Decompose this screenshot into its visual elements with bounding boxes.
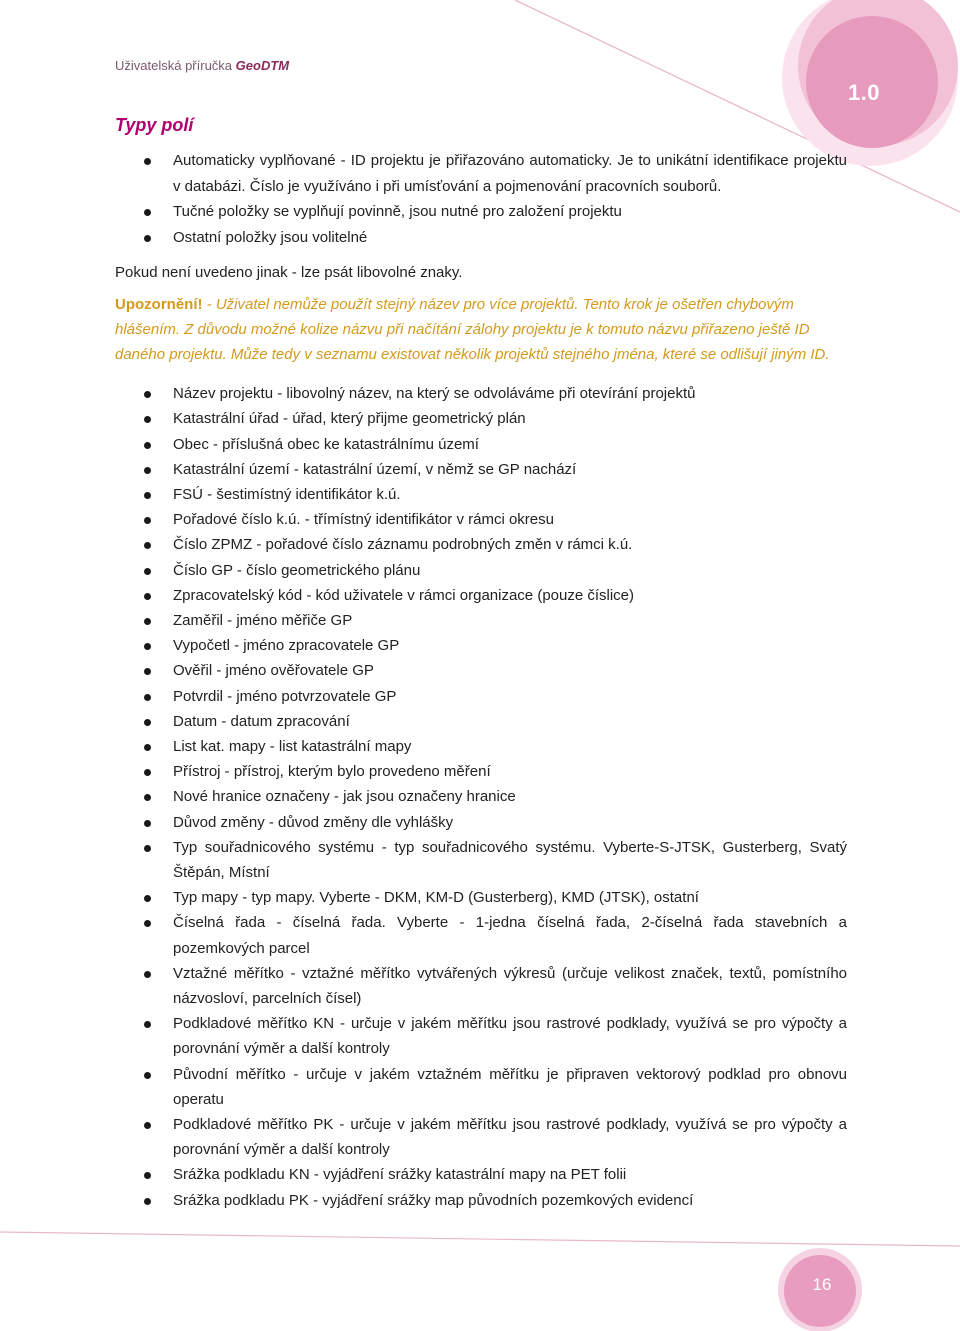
warning-paragraph bbox=[115, 292, 847, 367]
list-item: Přístroj - přístroj, kterým bylo provedeno měření bbox=[115, 759, 847, 784]
warning-text: - Uživatel nemůže použít stejný název pro více projektů. Tento krok je ošetřen chybovým hlášením. Z důvodu možné kolize názvu při načítání zálohy projektu je k tomuto názvu přiřazeno ještě ID daného projektu. Může tedy v seznamu existovat několik projektů stejného jména, které se odlišují jiným ID. bbox=[115, 296, 830, 364]
version-badge: 1.0 bbox=[847, 80, 881, 105]
list-item: Zaměřil - jméno měřiče GP bbox=[115, 608, 847, 633]
list-item: Pořadové číslo k.ú. - třímístný identifikátor v rámci okresu bbox=[115, 507, 847, 532]
content bbox=[115, 148, 847, 1213]
list-item: Číselná řada - číselná řada. Vyberte - 1-jedna číselná řada, 2-číselná řada stavebních a pozemkových parcel bbox=[115, 910, 847, 960]
list-item: Potvrdil - jméno potvrzovatele GP bbox=[115, 684, 847, 709]
section-title: Typy polí bbox=[115, 115, 194, 135]
header-product: GeoDTM bbox=[235, 58, 290, 73]
field-list bbox=[115, 381, 847, 1213]
warning-label: Upozornění! bbox=[115, 296, 203, 314]
list-item: Vztažné měřítko - vztažné měřítko vytvářených výkresů (určuje velikost značek, textů, pomístního názvosloví, parcelních čísel) bbox=[115, 961, 847, 1011]
list-item: Katastrální území - katastrální území, v němž se GP nachází bbox=[115, 457, 847, 482]
page-number: 16 bbox=[812, 1275, 832, 1294]
list-item: Ostatní položky jsou volitelné bbox=[115, 225, 847, 251]
list-item: List kat. mapy - list katastrální mapy bbox=[115, 734, 847, 759]
list-item: Typ mapy - typ mapy. Vyberte - DKM, KM-D (Gusterberg), KMD (JTSK), ostatní bbox=[115, 885, 847, 910]
list-item: Srážka podkladu KN - vyjádření srážky katastrální mapy na PET folii bbox=[115, 1162, 847, 1187]
list-item: Ověřil - jméno ověřovatele GP bbox=[115, 658, 847, 683]
list-item: Původní měřítko - určuje v jakém vztažném měřítku je připraven vektorový podklad pro obnovu operatu bbox=[115, 1062, 847, 1112]
list-item: Datum - datum zpracování bbox=[115, 709, 847, 734]
list-item: Podkladové měřítko KN - určuje v jakém měřítku jsou rastrové podklady, využívá se pro výpočty a porovnání výměr a další kontroly bbox=[115, 1011, 847, 1061]
list-item: Název projektu - libovolný název, na který se odvoláváme při otevírání projektů bbox=[115, 381, 847, 406]
list-item: Tučné položky se vyplňují povinně, jsou nutné pro založení projektu bbox=[115, 199, 847, 225]
list-item: Číslo GP - číslo geometrického plánu bbox=[115, 558, 847, 583]
list-item: Podkladové měřítko PK - určuje v jakém měřítku jsou rastrové podklady, využívá se pro výpočty a porovnání výměr a další kontroly bbox=[115, 1112, 847, 1162]
header-prefix: Uživatelská příručka bbox=[115, 58, 236, 73]
list-item: Zpracovatelský kód - kód uživatele v rámci organizace (pouze číslice) bbox=[115, 583, 847, 608]
intro-list bbox=[115, 148, 847, 250]
list-item: Obec - příslušná obec ke katastrálnímu území bbox=[115, 432, 847, 457]
list-item: FSÚ - šestimístný identifikátor k.ú. bbox=[115, 482, 847, 507]
list-item: Katastrální úřad - úřad, který přijme geometrický plán bbox=[115, 406, 847, 431]
list-item: Srážka podkladu PK - vyjádření srážky map původních pozemkových evidencí bbox=[115, 1188, 847, 1213]
list-item: Automaticky vyplňované - ID projektu je přiřazováno automaticky. Je to unikátní identifikace projektu v databázi. Číslo je využíváno i při umísťování a pojmenování pracovních souborů. bbox=[115, 148, 847, 199]
note-text: Pokud není uvedeno jinak - lze psát libovolné znaky. bbox=[115, 264, 463, 282]
list-item: Nové hranice označeny - jak jsou označeny hranice bbox=[115, 784, 847, 809]
list-item: Vypočetl - jméno zpracovatele GP bbox=[115, 633, 847, 658]
document-header bbox=[115, 58, 289, 73]
list-item: Důvod změny - důvod změny dle vyhlášky bbox=[115, 810, 847, 835]
list-item: Typ souřadnicového systému - typ souřadnicového systému. Vyberte-S-JTSK, Gusterberg, Svatý Štěpán, Místní bbox=[115, 835, 847, 885]
list-item: Číslo ZPMZ - pořadové číslo záznamu podrobných změn v rámci k.ú. bbox=[115, 532, 847, 557]
